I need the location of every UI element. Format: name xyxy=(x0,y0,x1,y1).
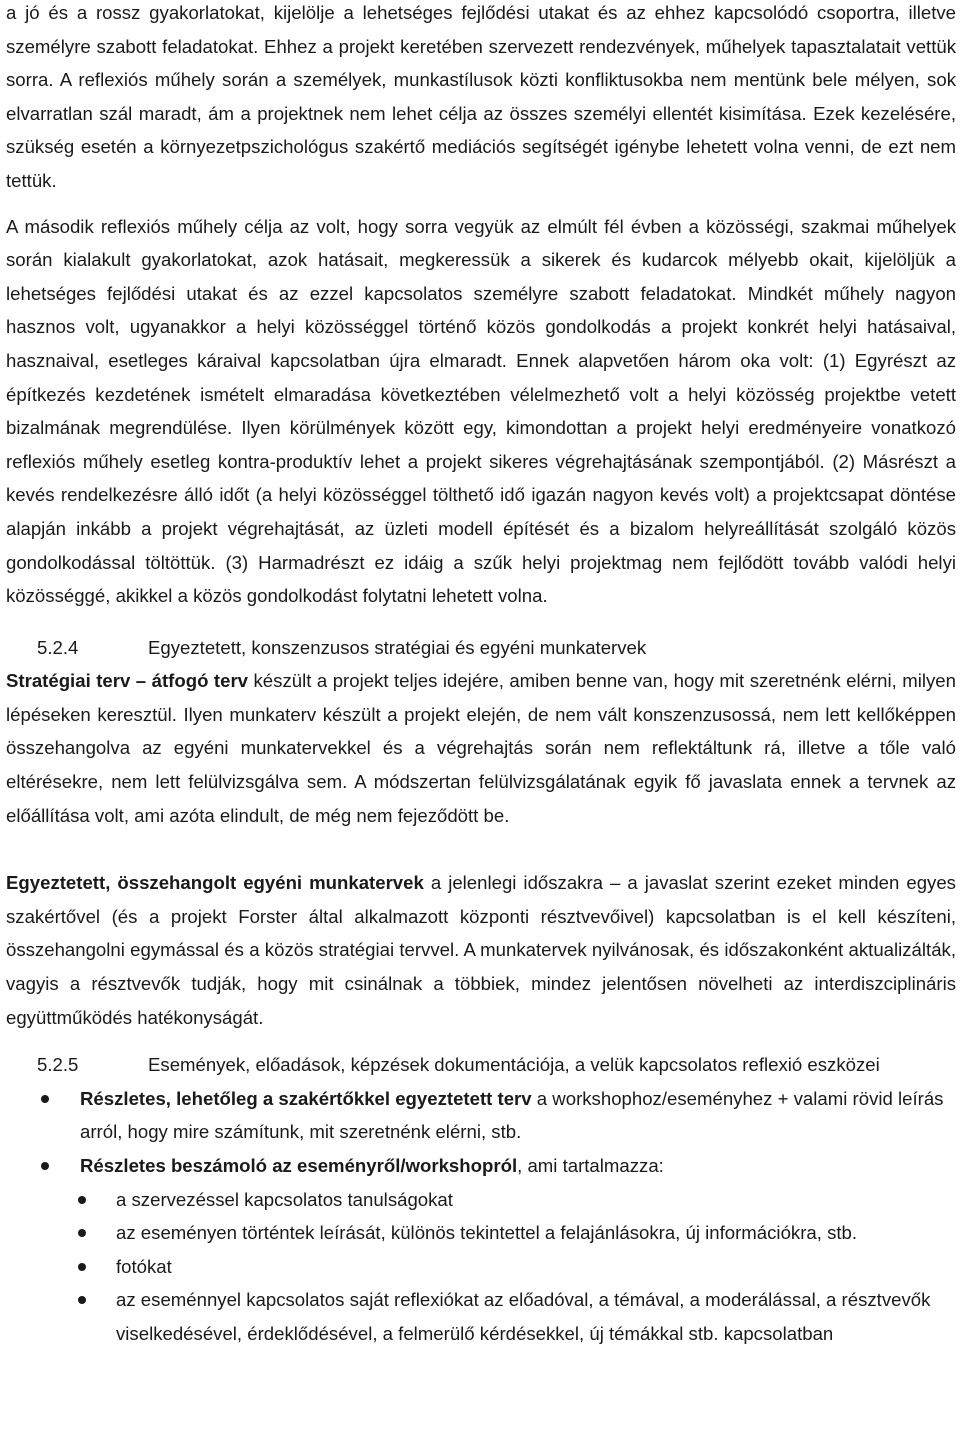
list-item xyxy=(6,1082,956,1149)
bullet-icon xyxy=(78,1229,86,1237)
bold-term: Részletes beszámoló az eseményről/workshopról xyxy=(80,1155,518,1176)
bold-term: Stratégiai terv – átfogó terv xyxy=(6,670,249,692)
section-number: 5.2.5 xyxy=(37,1054,79,1076)
bullet-list xyxy=(6,1082,956,1183)
list-item-text: a workshophoz/eseményhez + valami rövid leírás arról, hogy mire számítunk, mit szeretnénk elérni, stb. xyxy=(80,1087,944,1143)
bullet-icon xyxy=(41,1162,49,1170)
document-page xyxy=(6,0,956,1351)
paragraph-reflection-workshop-1: a jó és a rossz gyakorlatokat, kijelölje a lehetséges fejlődési utakat és az ehhez kapcsolódó csoportra, illetve személyre szabott feladatokat. Ehhez a projekt keretében szervezett rendezvények, műhelyek tapasztalatait vettük sorra. A reflexiós műhely során a személyek, munkastílusok közti konfliktusokba nem mentünk bele mélyen, sok elvarratlan szál maradt, ám a projektnek nem lehet célja az összes személyi ellentét kisimítása. Ezek kezelésére, szükség esetén a környezetpszichológus szakértő mediációs segítségét igénybe lehetett volna venni, de ezt nem tettük. xyxy=(6,2,956,191)
section-heading-5-2-4 xyxy=(6,631,956,665)
section-title: Események, előadások, képzések dokumentációja, a velük kapcsolatos reflexió eszközei xyxy=(148,1054,880,1076)
paragraph-reflection-workshop-2: A második reflexiós műhely célja az volt, hogy sorra vegyük az elmúlt fél évben a közösségi, szakmai műhelyek során kialakult gyakorlatokat, azok hatásait, megkeressük a sikerek és kudarcok mélyebb okait, kijelöljük a lehetséges fejlődési utakat és az ezzel kapcsolatos személyre szabott feladatokat. Mindkét műhely nagyon hasznos volt, ugyanakkor a helyi közösséggel történő közös gondolkodás a projekt konkrét helyi hatásaival, hasznaival, esetleges káraival kapcsolatban újra elmaradt. Ennek alapvetően három oka volt: (1) Egyrészt az építkezés kezdetének ismételt elmaradása következtében vélelmezhető volt a helyi közösség projektbe vetett bizalmának megrendülése. Ilyen körülmények között egy, kimondottan a projekt helyi eredményeire vonatkozó reflexiós műhely esetleg kontra-produktív lehet a projekt sikeres végrehajtásának szempontjából. (2) Másrészt a kevés rendelkezésre álló időt (a helyi közösséggel tölthető idő igazán nagyon kevés volt) a projektcsapat döntése alapján inkább a projekt végrehajtását, az üzleti modell építését és a bizalom helyreállítását szolgáló közös gondolkodással töltöttük. (3) Harmadrészt ez idáig a szűk helyi projektmag nem fejlődött tovább valódi helyi közösséggé, akikkel a közös gondolkodást folytatni lehetett volna. xyxy=(6,215,956,607)
list-item xyxy=(6,1183,956,1217)
bold-term: Részletes, lehetőleg a szakértőkkel egyeztetett terv xyxy=(80,1087,532,1109)
section-number: 5.2.4 xyxy=(37,636,79,658)
paragraph-text: készült a projekt teljes idejére, amiben benne van, hogy mit szeretnénk elérni, milyen lépéseken keresztül. Ilyen munkaterv készült a projekt elején, de nem vált konszenzusossá, nem lett kellőképpen összehangolva az egyéni munkatervekkel és a végrehajtás során nem reflektáltunk rá, illetve a tőle való eltérésekre, nem lett felülvizsgálva sem. A módszertan felülvizsgálatának egyik fő javaslata ennek a tervnek az előállítása volt, ami azóta elindult, de még nem fejeződött be. xyxy=(6,670,956,826)
section-title: Egyeztetett, konszenzusos stratégiai és egyéni munkatervek xyxy=(148,636,647,658)
list-item-text: az eseménnyel kapcsolatos saját reflexiókat az előadóval, a témával, a moderálással, a résztvevők viselkedésével, érdeklődésével, a felmerülő kérdésekkel, új témákkal stb. kapcsolatban xyxy=(116,1289,931,1344)
list-item xyxy=(6,1149,956,1183)
bullet-icon xyxy=(78,1263,86,1271)
bold-term: Egyeztetett, összehangolt egyéni munkatervek xyxy=(6,872,424,894)
paragraph-text: a jelenlegi időszakra – a javaslat szerint ezeket minden egyes szakértővel (és a projekt Forster által alkalmazott központi résztvevőivel) kapcsolatban is el kell készíteni, összehangolni egymással és a közös stratégiai tervvel. A munkatervek nyilvánosak, és időszakonként aktualizálták, vagyis a résztvevők tudják, hogy mit csinálnak a többiek, mindez jelentősen növelheti az interdiszciplináris együttműködés hatékonyságát. xyxy=(6,872,956,1028)
list-item-text: a szervezéssel kapcsolatos tanulságokat xyxy=(116,1188,453,1210)
list-item-text: az eseményen történtek leírását, különös tekintettel a felajánlásokra, új információkra, stb. xyxy=(116,1222,858,1244)
list-item-text: , ami tartalmazza: xyxy=(517,1155,664,1176)
bullet-icon xyxy=(41,1095,49,1103)
paragraph-strategic-plan xyxy=(6,664,956,832)
bullet-icon xyxy=(78,1196,86,1204)
paragraph-individual-workplans xyxy=(6,866,956,1034)
list-item-text: fotókat xyxy=(116,1255,172,1277)
list-item xyxy=(6,1283,956,1350)
sub-bullet-list xyxy=(6,1183,956,1351)
section-heading-5-2-5 xyxy=(6,1048,956,1082)
bullet-icon xyxy=(78,1296,86,1304)
list-item xyxy=(6,1250,956,1284)
list-item xyxy=(6,1216,956,1250)
